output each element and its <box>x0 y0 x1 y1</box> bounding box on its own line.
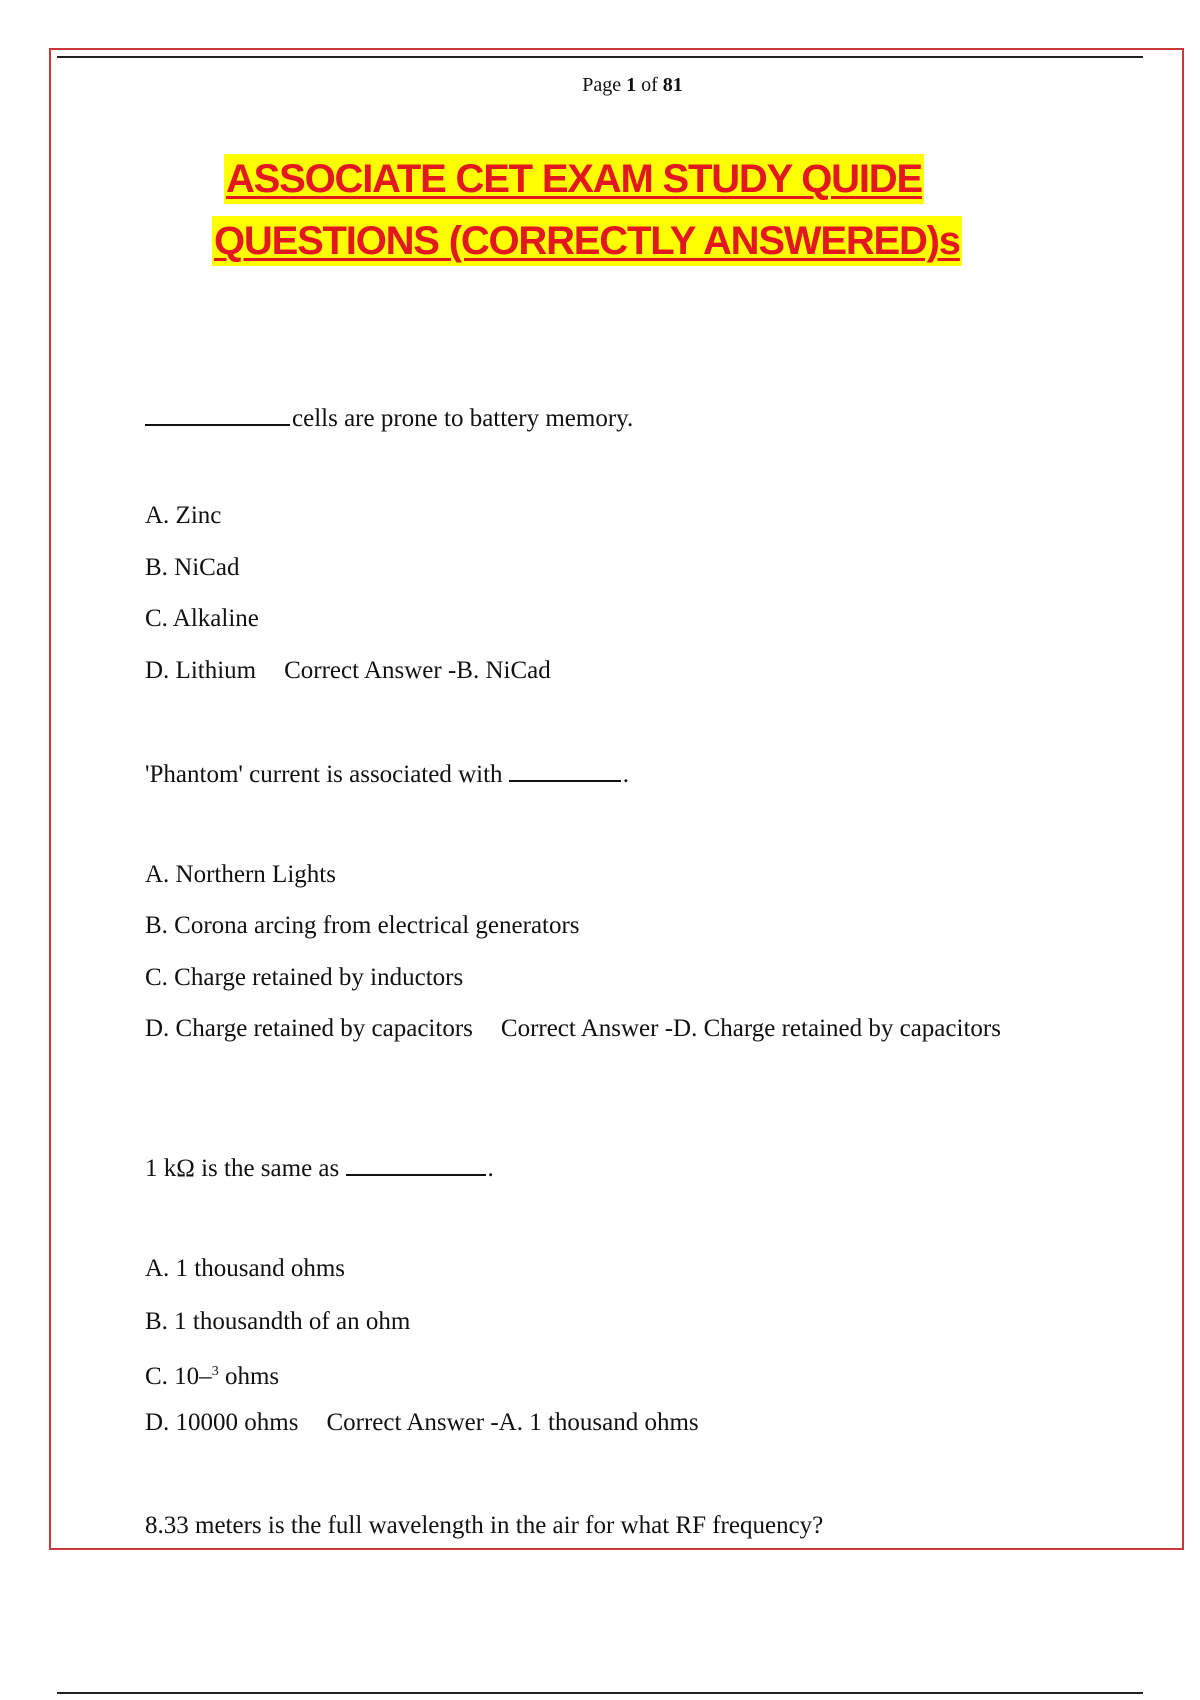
question-3-prompt: 1 kΩ is the same as . <box>145 1152 494 1184</box>
question-2-correct-answer: Correct Answer -D. Charge retained by capacitors <box>500 1015 1001 1042</box>
question-3-option-c: C. 10–$^3$ ohms <box>145 1363 280 1390</box>
document-title-line-2: QUESTIONS (CORRECTLY ANSWERED)s <box>212 216 962 266</box>
page-number <box>0 74 1200 97</box>
question-1-option-a: A. Zinc <box>145 502 222 529</box>
question-2-prompt: 'Phantom' current is associated with . <box>145 758 629 790</box>
question-3-option-b: B. 1 thousandth of an ohm <box>145 1308 411 1335</box>
question-3-option-a: A. 1 thousand ohms <box>145 1255 345 1282</box>
question-2-option-d: D. Charge retained by capacitors Correct Answer -D. Charge retained by capacitors <box>145 1015 1001 1042</box>
question-1-prompt: cells are prone to battery memory. <box>145 402 633 434</box>
document-title-line-1: ASSOCIATE CET EXAM STUDY QUIDE <box>224 154 924 204</box>
question-3-correct-answer: Correct Answer -A. 1 thousand ohms <box>326 1409 699 1436</box>
question-3-option-d: D. 10000 ohms Correct Answer -A. 1 thousand ohms <box>145 1409 699 1436</box>
page-current: 1 <box>626 74 637 96</box>
answer-blank <box>509 758 621 782</box>
exponent: 3 <box>211 1364 219 1379</box>
page-of: of <box>641 74 658 96</box>
question-1-correct-answer: Correct Answer -B. NiCad <box>284 657 551 684</box>
footer-rule <box>57 1692 1143 1694</box>
question-4-prompt: 8.33 meters is the full wavelength in the air for what RF frequency? <box>145 1512 824 1539</box>
page-total: 81 <box>662 74 683 96</box>
page-label: Page <box>582 74 622 96</box>
answer-blank <box>346 1152 486 1176</box>
answer-blank <box>145 402 290 426</box>
question-1-option-c: C. Alkaline <box>145 605 259 632</box>
question-2-option-c: C. Charge retained by inductors <box>145 964 464 991</box>
question-1-option-d: D. Lithium Correct Answer -B. NiCad <box>145 657 551 684</box>
question-2-option-a: A. Northern Lights <box>145 861 336 888</box>
question-2-option-b: B. Corona arcing from electrical generators <box>145 912 580 939</box>
question-1-option-b: B. NiCad <box>145 554 240 581</box>
header-rule <box>57 56 1143 58</box>
